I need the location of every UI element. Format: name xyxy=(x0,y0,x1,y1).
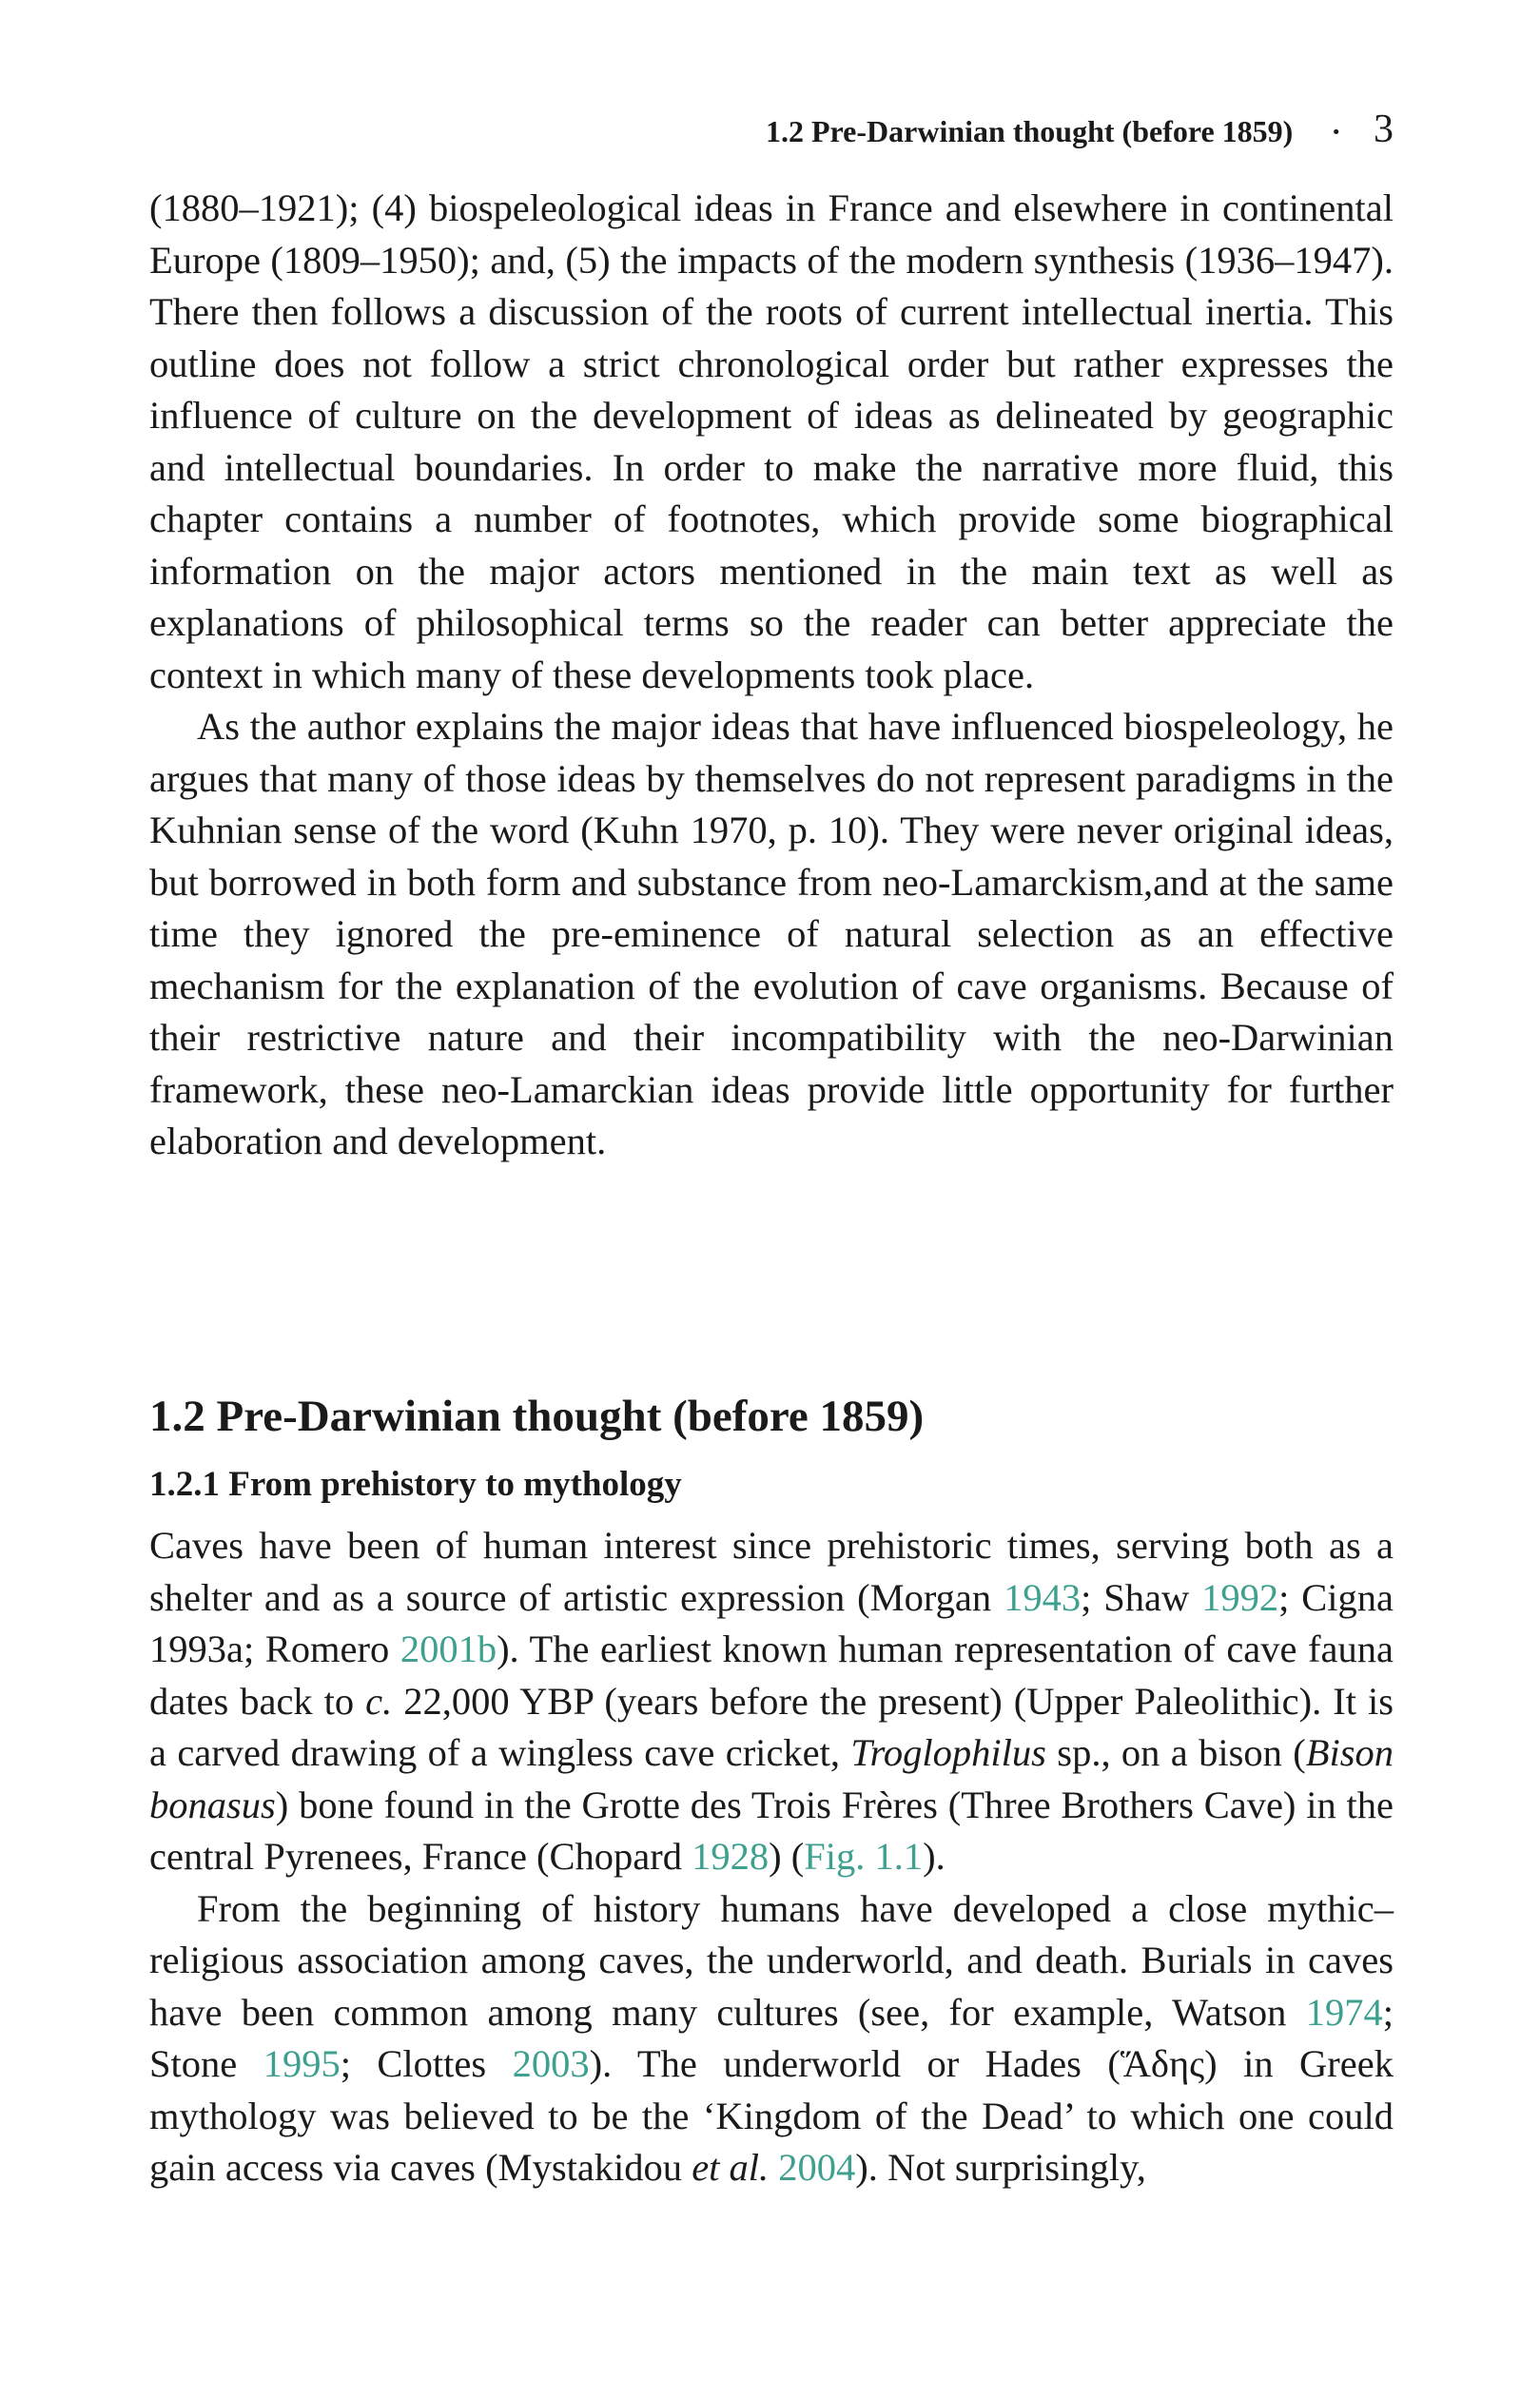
text-run: ; Shaw xyxy=(1081,1575,1202,1619)
section-body xyxy=(149,1520,1394,2194)
section-heading: 1.2 Pre-Darwinian thought (before 1859) xyxy=(149,1392,925,1441)
text-run: ). Not surprisingly, xyxy=(855,2146,1146,2189)
text-run: From the beginning of history humans have developed a close mythic–religious association among caves, the underworld, and death. Burials in caves have been common among many cultures (see, for example, Watson xyxy=(149,1886,1394,2034)
citation-link[interactable]: 1995 xyxy=(263,2042,341,2085)
body-paragraph-1 xyxy=(149,1520,1394,1883)
citation-link[interactable]: 2003 xyxy=(512,2042,590,2085)
text-run: Caves have been of human interest since prehistoric times, serving both as a shelter and as a source of artistic expression (Morgan xyxy=(149,1524,1394,1619)
subsection-heading: 1.2.1 From prehistory to mythology xyxy=(149,1465,682,1504)
text-run: ). The underworld or Hades (Ἅδης) in Greek mythology was believed to be the ‘Kingdom of the Dead’ to which one could gain access via caves (Mystakidou xyxy=(149,2042,1394,2189)
citation-link[interactable]: 1974 xyxy=(1305,1990,1383,2034)
intro-paragraph-2: As the author explains the major ideas that have influenced biospeleology, he argues that many of those ideas by themselves do not represent paradigms in the Kuhnian sense of the word (Kuhn 1970, p. 10). They were never original ideas, but borrowed in both form and substance from neo-Lamarckism,and at the same time they ignored the pre-eminence of natural selection as an effective mechanism for the explanation of the evolution of cave organisms. Because of their restrictive nature and their incompatibility with the neo-Darwinian framework, these neo-Lamarckian ideas provide little opportunity for further elaboration and development. xyxy=(149,705,1394,1162)
figure-link[interactable]: Fig. 1.1 xyxy=(804,1835,924,1878)
text-run: 22,000 YBP (years before the present) (Upper Paleolithic). It is a carved drawing of a wingless cave cricket, xyxy=(149,1679,1394,1774)
intro-paragraph-1: (1880–1921); (4) biospeleological ideas in France and elsewhere in continental Europe (1809–1950); and, (5) the impacts of the modern synthesis (1936–1947). There then follows a discussion of the roots of current intellectual inertia. This outline does not follow a strict chronological order but rather expresses the influence of culture on the development of ideas as delineated by geographic and intellectual boundaries. In order to make the narrative more fluid, this chapter contains a number of footnotes, which provide some biographical information on the major actors mentioned in the main text as well as explanations of philosophical terms so the reader can better appreciate the context in which many of these developments took place. xyxy=(149,186,1394,696)
running-head-separator: · xyxy=(1331,114,1341,148)
text-run: ; Clottes xyxy=(340,2042,513,2085)
citation-link[interactable]: 1928 xyxy=(692,1835,770,1878)
running-head xyxy=(149,107,1394,154)
page-number: 3 xyxy=(1374,107,1394,151)
text-run: sp., on a bison ( xyxy=(1045,1731,1306,1774)
text-run xyxy=(769,2146,778,2189)
italic-species: Bison bonasus xyxy=(149,1731,1394,1826)
citation-link[interactable]: 1943 xyxy=(1004,1575,1082,1619)
running-head-title: 1.2 Pre-Darwinian thought (before 1859) xyxy=(766,114,1294,148)
citation-link[interactable]: 2004 xyxy=(778,2146,856,2189)
intro-text-block xyxy=(149,183,1394,1168)
text-run: ). xyxy=(923,1835,945,1878)
citation-link[interactable]: 2001b xyxy=(400,1628,497,1670)
italic-circa: c. xyxy=(365,1679,393,1723)
italic-et-al: et al. xyxy=(692,2146,770,2189)
text-run: ) ( xyxy=(769,1835,805,1878)
text-run: ) bone found in the Grotte des Trois Frères (Three Brothers Cave) in the central Pyrenees, France (Chopard xyxy=(149,1783,1394,1878)
citation-link[interactable]: 1992 xyxy=(1201,1575,1279,1619)
text-run: ; Stone xyxy=(149,1990,1394,2085)
text-run: ; Cigna 1993a; Romero xyxy=(149,1575,1394,1670)
italic-genus: Troglophilus xyxy=(850,1731,1046,1774)
text-run: ). The earliest known human representation of cave fauna dates back to xyxy=(149,1628,1394,1723)
body-paragraph-2 xyxy=(149,1883,1394,2194)
